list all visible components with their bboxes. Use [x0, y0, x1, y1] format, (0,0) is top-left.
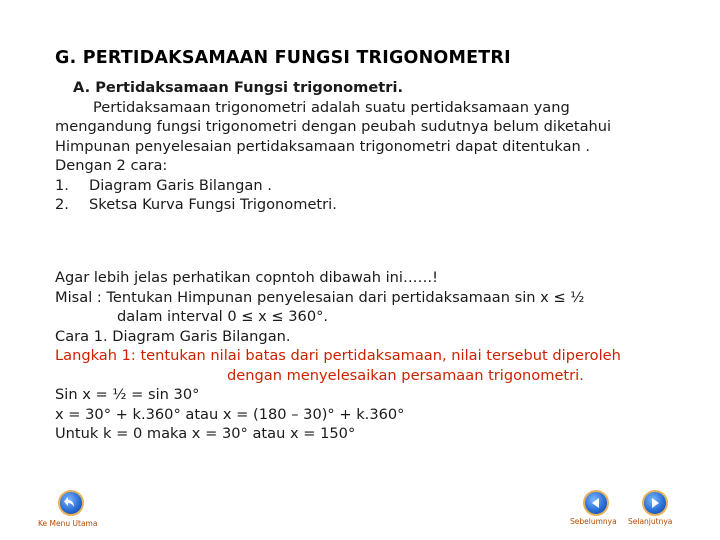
list-item — [55, 176, 695, 196]
paragraph-line: Himpunan penyelesaian pertidaksamaan trigonometri dapat ditentukan . — [55, 137, 591, 155]
langkah-line: Langkah 1: tentukan nilai batas dari pertidaksamaan, nilai tersebut diperoleh — [55, 347, 621, 364]
paragraph-line: Dengan 2 cara: — [55, 157, 168, 174]
next-button[interactable] — [642, 490, 668, 516]
list-text: Diagram Garis Bilangan . — [89, 176, 272, 194]
right-triangle-icon — [648, 496, 662, 510]
equation-line: Untuk k = 0 maka x = 30° atau x = 150° — [55, 425, 356, 442]
paragraph-line: mengandung fungsi trigonometri dengan peubah sudutnya belum diketahui — [55, 118, 612, 135]
langkah-line-continued: dengan menyelesaikan persamaan trigonometri. — [227, 366, 584, 384]
cara-line: Cara 1. Diagram Garis Bilangan. — [55, 327, 291, 345]
next-label[interactable]: Selanjutnya — [628, 517, 673, 526]
equation-line: Sin x = ½ = sin 30° — [55, 386, 200, 403]
left-triangle-icon — [589, 496, 603, 510]
misal-line: Misal : Tentukan Himpunan penyelesaian dari pertidaksamaan sin x ≤ ½ — [55, 288, 585, 306]
previous-button[interactable] — [583, 490, 609, 516]
misal-line-continued: dalam interval 0 ≤ x ≤ 360°. — [117, 308, 329, 325]
previous-label[interactable]: Sebelumnya — [570, 517, 617, 526]
home-label[interactable]: Ke Menu Utama — [38, 519, 98, 528]
equation-line: x = 30° + k.360° atau x = (180 – 30)° + k.360° — [55, 405, 405, 423]
list-number: 1. — [55, 176, 69, 194]
slide-title: G. PERTIDAKSAMAAN FUNGSI TRIGONOMETRI — [55, 48, 511, 68]
example-intro: Agar lebih jelas perhatikan copntoh dibawah ini……! — [55, 269, 439, 286]
paragraph-line: Pertidaksamaan trigonometri adalah suatu pertidaksamaan yang — [93, 98, 570, 116]
home-button[interactable] — [58, 490, 84, 516]
back-arrow-icon — [63, 495, 79, 511]
example-block — [55, 268, 695, 444]
list-item — [55, 195, 695, 215]
definition-block — [55, 78, 695, 215]
list-number: 2. — [55, 196, 69, 213]
subtitle: A. Pertidaksamaan Fungsi trigonometri. — [73, 79, 403, 96]
list-text: Sketsa Kurva Fungsi Trigonometri. — [89, 196, 337, 213]
